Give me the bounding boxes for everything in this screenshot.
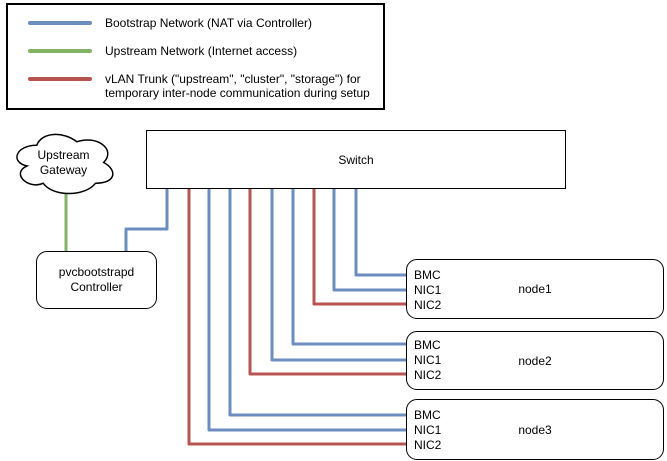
node3-port-nic1: NIC1 (414, 423, 442, 437)
node2-port-nic2: NIC2 (414, 368, 442, 382)
wire-switch-node3-bmc (230, 188, 408, 415)
wire-switch-node2-bmc (293, 188, 408, 344)
bootstrap-network-swatch (28, 21, 92, 25)
vlan-trunk-label-line1: vLAN Trunk ("upstream", "cluster", "storage") for (105, 72, 361, 86)
wire-switch-node3-nic1 (209, 188, 408, 430)
node1-label: node1 (518, 282, 552, 296)
upstream-gateway-label (10, 128, 117, 197)
node1-port-bmc: BMC (414, 268, 441, 282)
switch (146, 130, 566, 189)
node1-port-nic2: NIC2 (414, 298, 442, 312)
upstream-network-swatch (28, 49, 92, 53)
node2-port-bmc: BMC (414, 338, 441, 352)
upstream-gateway-label-line1: Upstream (37, 147, 90, 162)
wire-switch-node1-bmc (356, 188, 408, 275)
vlan-trunk-label (105, 72, 370, 100)
node3-port-bmc: BMC (414, 408, 441, 422)
node1-port-nic1: NIC1 (414, 283, 442, 297)
node2 (406, 331, 664, 390)
controller-label-line1: pvcbootstrapd (58, 265, 135, 279)
node3-port-nic2: NIC2 (414, 438, 442, 452)
pvcbootstrapd-controller (36, 251, 157, 309)
node1 (406, 259, 664, 319)
upstream-network-label: Upstream Network (Internet access) (105, 44, 298, 58)
vlan-trunk-swatch (28, 77, 92, 81)
legend (6, 3, 385, 110)
upstream-gateway-cloud (10, 128, 117, 197)
wire-switch-node3-nic2 (189, 188, 408, 444)
switch-label: Switch (338, 152, 374, 167)
controller-label-line2: Controller (70, 280, 123, 294)
wire-switch-node2-nic2 (250, 188, 408, 374)
wire-switch-controller (126, 188, 167, 251)
wire-switch-node1-nic2 (314, 188, 408, 304)
node2-label: node2 (518, 353, 552, 368)
upstream-gateway-label-line2: Gateway (39, 162, 88, 177)
bootstrap-network-label: Bootstrap Network (NAT via Controller) (105, 16, 312, 30)
vlan-trunk-label-line2: temporary inter-node communication during setup (105, 86, 370, 100)
node3-label: node3 (518, 422, 552, 437)
node2-port-nic1: NIC1 (414, 353, 442, 367)
node3 (406, 399, 664, 460)
